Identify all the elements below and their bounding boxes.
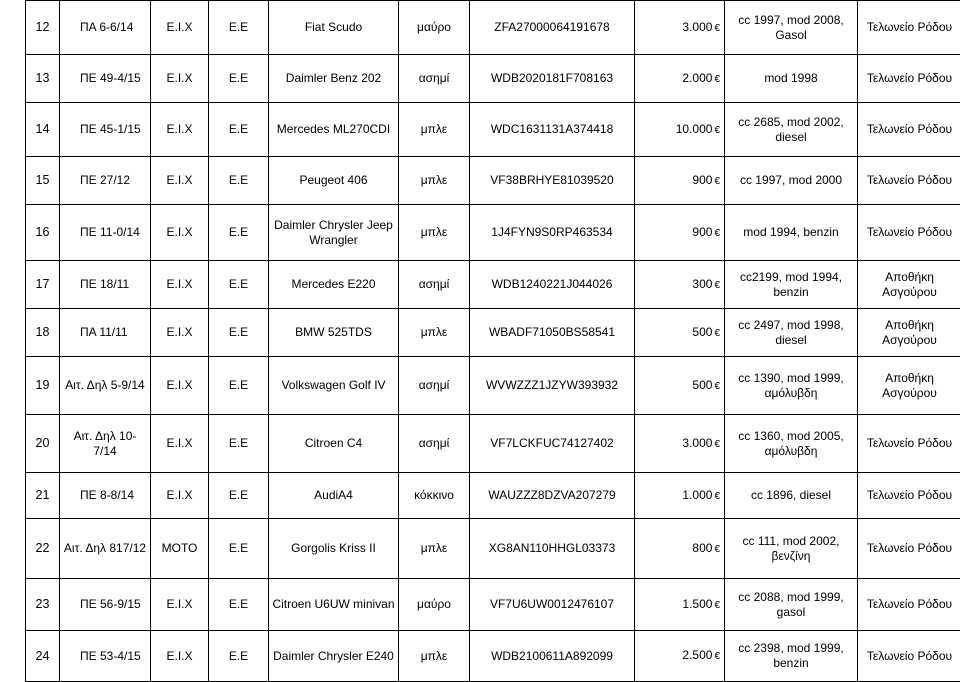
vehicle-status-text: Ε.Ε xyxy=(229,325,248,339)
vehicle-value xyxy=(635,205,725,261)
vehicle-vin xyxy=(470,103,635,157)
row-number-text: 19 xyxy=(36,378,50,392)
vehicle-status-text: Ε.Ε xyxy=(229,378,248,392)
vehicle-vin xyxy=(470,415,635,473)
vehicle-location xyxy=(858,519,960,579)
vehicle-location-text: Τελωνείο Ρόδου xyxy=(867,173,952,187)
vehicle-details xyxy=(725,357,858,415)
table-row xyxy=(26,631,960,682)
vehicle-details-text: mod 1994, benzin xyxy=(743,225,838,239)
vehicle-make xyxy=(269,309,399,357)
vehicle-vin xyxy=(470,1,635,55)
vehicle-vin-text: WDB2020181F708163 xyxy=(491,71,613,85)
vehicle-type-text: Ε.Ι.Χ xyxy=(166,488,192,502)
vehicle-value xyxy=(635,519,725,579)
vehicle-details xyxy=(725,261,858,309)
vehicle-details-text: cc 1896, diesel xyxy=(751,488,831,502)
vehicle-details-text: cc 2497, mod 1998, diesel xyxy=(738,318,843,347)
reference-number-text: ΠΕ 45-1/15 xyxy=(80,122,141,136)
row-number xyxy=(26,55,60,103)
vehicle-location-text: Τελωνείο Ρόδου xyxy=(867,436,952,450)
vehicle-color xyxy=(399,415,470,473)
vehicle-type-text: MOTO xyxy=(162,541,198,555)
reference-number-text: Αιτ. Δηλ 5-9/14 xyxy=(65,378,144,392)
vehicle-type xyxy=(151,55,209,103)
vehicle-type xyxy=(151,357,209,415)
vehicle-location xyxy=(858,261,960,309)
vehicle-value xyxy=(635,1,725,55)
vehicle-make-text: Citroen C4 xyxy=(305,436,362,450)
vehicle-value-text: 2.000 xyxy=(682,71,712,85)
vehicle-color-text: μπλε xyxy=(421,225,448,239)
vehicle-value-text: 900 xyxy=(692,173,712,187)
vehicle-make-text: Mercedes ML270CDI xyxy=(277,122,390,136)
vehicle-value-text: 1.000 xyxy=(682,488,712,502)
vehicle-make-text: BMW 525TDS xyxy=(295,325,372,339)
vehicle-details-text: cc 2685, mod 2002, diesel xyxy=(738,115,843,144)
vehicle-type xyxy=(151,519,209,579)
vehicle-status xyxy=(209,519,269,579)
vehicle-status xyxy=(209,309,269,357)
vehicle-make-text: AudiA4 xyxy=(314,488,353,502)
vehicle-value-text: 10.000 xyxy=(676,122,713,136)
vehicle-color-text: ασημί xyxy=(419,277,450,291)
reference-number xyxy=(60,205,151,261)
vehicle-location-text: Τελωνείο Ρόδου xyxy=(867,20,952,34)
row-number xyxy=(26,631,60,682)
vehicle-details-text: cc 1997, mod 2000 xyxy=(740,173,842,187)
vehicle-color-text: μπλε xyxy=(421,173,448,187)
vehicle-status-text: Ε.Ε xyxy=(229,173,248,187)
vehicle-value-text: 1.500 xyxy=(682,597,712,611)
row-number xyxy=(26,579,60,631)
vehicle-details xyxy=(725,415,858,473)
vehicle-vin-text: ZFA27000064191678 xyxy=(494,20,609,34)
reference-number-text: ΠΑ 11/11 xyxy=(80,325,128,339)
vehicle-status xyxy=(209,579,269,631)
vehicle-details-text: cc 111, mod 2002, βενζίνη xyxy=(743,534,840,563)
vehicle-location-text: Αποθήκη Ασγούρου xyxy=(882,318,937,347)
vehicle-status-text: Ε.Ε xyxy=(229,122,248,136)
table-row xyxy=(26,415,960,473)
vehicle-value xyxy=(635,309,725,357)
vehicle-value-text: 2.500 xyxy=(682,648,712,662)
vehicle-details-text: cc 1390, mod 1999, αμόλυβδη xyxy=(738,371,843,400)
row-number-text: 12 xyxy=(36,20,50,34)
vehicle-location-text: Αποθήκη Ασγούρου xyxy=(882,270,937,299)
vehicle-value xyxy=(635,415,725,473)
vehicle-location xyxy=(858,415,960,473)
vehicle-make-text: Daimler Chrysler Jeep Wrangler xyxy=(274,218,393,247)
vehicle-make xyxy=(269,55,399,103)
reference-number-text: ΠΕ 8-8/14 xyxy=(80,488,134,502)
vehicle-make-text: Mercedes E220 xyxy=(291,277,375,291)
reference-number-text: Αιτ. Δηλ 10-7/14 xyxy=(74,429,137,458)
vehicle-details-text: cc 2398, mod 1999, benzin xyxy=(738,641,843,670)
row-number xyxy=(26,357,60,415)
vehicle-make xyxy=(269,473,399,519)
table-row xyxy=(26,103,960,157)
vehicle-details xyxy=(725,631,858,682)
vehicle-type-text: Ε.Ι.Χ xyxy=(166,277,192,291)
reference-number-text: ΠΕ 27/12 xyxy=(80,173,130,187)
vehicle-value xyxy=(635,103,725,157)
vehicle-status-text: Ε.Ε xyxy=(229,20,248,34)
vehicle-details-text: cc 1997, mod 2008, Gasol xyxy=(738,13,843,42)
vehicle-type-text: Ε.Ι.Χ xyxy=(166,122,192,136)
table-row xyxy=(26,473,960,519)
vehicle-location xyxy=(858,309,960,357)
reference-number-text: ΠΕ 56-9/15 xyxy=(80,597,141,611)
reference-number xyxy=(60,357,151,415)
vehicle-color-text: μπλε xyxy=(421,541,448,555)
euro-sign: € xyxy=(714,489,720,504)
vehicle-type xyxy=(151,157,209,205)
vehicle-type-text: Ε.Ι.Χ xyxy=(166,378,192,392)
table-row xyxy=(26,309,960,357)
vehicle-details-text: mod 1998 xyxy=(764,71,817,85)
reference-number xyxy=(60,103,151,157)
vehicle-make-text: Daimler Benz 202 xyxy=(286,71,381,85)
vehicle-status xyxy=(209,55,269,103)
vehicle-status-text: Ε.Ε xyxy=(229,541,248,555)
vehicle-vin-text: WAUZZZ8DZVA207279 xyxy=(488,488,615,502)
vehicle-vin-text: WBADF71050BS58541 xyxy=(489,325,615,339)
vehicle-color-text: μπλε xyxy=(421,649,448,663)
row-number xyxy=(26,1,60,55)
vehicle-type xyxy=(151,415,209,473)
vehicle-value xyxy=(635,357,725,415)
vehicle-make-text: Gorgolis Kriss II xyxy=(291,541,376,555)
vehicle-make xyxy=(269,519,399,579)
vehicle-type-text: Ε.Ι.Χ xyxy=(166,325,192,339)
reference-number-text: ΠΑ 6-6/14 xyxy=(80,20,133,34)
vehicle-color-text: μαύρο xyxy=(417,597,451,611)
vehicle-color-text: μαύρο xyxy=(417,20,451,34)
row-number-text: 18 xyxy=(36,325,50,339)
reference-number-text: ΠΕ 49-4/15 xyxy=(80,71,141,85)
vehicle-status-text: Ε.Ε xyxy=(229,649,248,663)
vehicle-type-text: Ε.Ι.Χ xyxy=(166,20,192,34)
row-number-text: 23 xyxy=(36,597,50,611)
table-row xyxy=(26,579,960,631)
vehicle-location xyxy=(858,631,960,682)
vehicle-color-text: κόκκινο xyxy=(414,488,454,502)
euro-sign: € xyxy=(714,226,720,241)
table-row xyxy=(26,357,960,415)
vehicle-color-text: ασημί xyxy=(419,378,450,392)
vehicle-location xyxy=(858,1,960,55)
euro-sign: € xyxy=(714,123,720,138)
vehicle-make-text: Daimler Chrysler E240 xyxy=(273,649,394,663)
vehicle-details xyxy=(725,205,858,261)
vehicle-vin xyxy=(470,309,635,357)
row-number xyxy=(26,261,60,309)
vehicle-type xyxy=(151,103,209,157)
vehicle-color-text: μπλε xyxy=(421,122,448,136)
vehicle-vin xyxy=(470,473,635,519)
vehicle-vin xyxy=(470,519,635,579)
vehicle-type-text: Ε.Ι.Χ xyxy=(166,649,192,663)
table-row xyxy=(26,519,960,579)
vehicle-status xyxy=(209,157,269,205)
euro-sign: € xyxy=(714,278,720,293)
reference-number xyxy=(60,519,151,579)
vehicle-type xyxy=(151,205,209,261)
vehicle-location-text: Τελωνείο Ρόδου xyxy=(867,122,952,136)
table-row xyxy=(26,1,960,55)
row-number-text: 14 xyxy=(36,122,50,136)
euro-sign: € xyxy=(714,437,720,452)
euro-sign: € xyxy=(714,598,720,613)
row-number xyxy=(26,519,60,579)
row-number-text: 16 xyxy=(36,225,50,239)
vehicle-type xyxy=(151,309,209,357)
euro-sign: € xyxy=(714,542,720,557)
vehicle-type xyxy=(151,261,209,309)
row-number-text: 22 xyxy=(36,541,50,555)
vehicle-color xyxy=(399,357,470,415)
reference-number-text: ΠΕ 11-0/14 xyxy=(80,225,140,239)
vehicle-vin xyxy=(470,631,635,682)
vehicle-value-text: 900 xyxy=(692,225,712,239)
row-number xyxy=(26,415,60,473)
vehicle-type-text: Ε.Ι.Χ xyxy=(166,71,192,85)
vehicle-vin xyxy=(470,55,635,103)
row-number-text: 15 xyxy=(36,173,50,187)
vehicle-status-text: Ε.Ε xyxy=(229,597,248,611)
vehicle-make xyxy=(269,261,399,309)
euro-sign: € xyxy=(714,21,720,36)
vehicle-type xyxy=(151,473,209,519)
vehicle-status xyxy=(209,261,269,309)
vehicle-vin xyxy=(470,579,635,631)
vehicle-value xyxy=(635,631,725,682)
vehicle-color xyxy=(399,631,470,682)
vehicle-table-body xyxy=(26,1,960,682)
vehicle-status xyxy=(209,205,269,261)
row-number xyxy=(26,473,60,519)
vehicle-value-text: 500 xyxy=(692,378,712,392)
row-number-text: 17 xyxy=(36,277,50,291)
vehicle-status xyxy=(209,357,269,415)
vehicle-status-text: Ε.Ε xyxy=(229,71,248,85)
reference-number xyxy=(60,261,151,309)
vehicle-vin xyxy=(470,157,635,205)
vehicle-color xyxy=(399,261,470,309)
vehicle-color xyxy=(399,1,470,55)
vehicle-location-text: Τελωνείο Ρόδου xyxy=(867,597,952,611)
vehicle-make xyxy=(269,579,399,631)
vehicle-vin xyxy=(470,261,635,309)
vehicle-location-text: Τελωνείο Ρόδου xyxy=(867,541,952,555)
vehicle-value xyxy=(635,473,725,519)
vehicle-details xyxy=(725,1,858,55)
vehicle-status-text: Ε.Ε xyxy=(229,225,248,239)
vehicle-type-text: Ε.Ι.Χ xyxy=(166,173,192,187)
vehicle-value-text: 3.000 xyxy=(682,20,712,34)
row-number-text: 24 xyxy=(36,649,50,663)
vehicle-value xyxy=(635,55,725,103)
vehicle-make-text: Fiat Scudo xyxy=(305,20,362,34)
vehicle-details xyxy=(725,157,858,205)
vehicle-make-text: Peugeot 406 xyxy=(299,173,367,187)
vehicle-value-text: 3.000 xyxy=(682,436,712,450)
row-number xyxy=(26,157,60,205)
euro-sign: € xyxy=(714,379,720,394)
vehicle-make xyxy=(269,1,399,55)
vehicle-make-text: Volkswagen Golf IV xyxy=(281,378,385,392)
vehicle-details-text: cc 1360, mod 2005, αμόλυβδη xyxy=(738,429,843,458)
vehicle-details xyxy=(725,55,858,103)
row-number-text: 21 xyxy=(36,488,50,502)
vehicle-details xyxy=(725,103,858,157)
vehicle-vin-text: WDC1631131A374418 xyxy=(491,122,614,136)
vehicle-location-text: Τελωνείο Ρόδου xyxy=(867,71,952,85)
vehicle-status-text: Ε.Ε xyxy=(229,277,248,291)
vehicle-color xyxy=(399,309,470,357)
vehicle-color xyxy=(399,473,470,519)
vehicle-status-text: Ε.Ε xyxy=(229,488,248,502)
reference-number xyxy=(60,579,151,631)
vehicle-vin-text: WDB1240221J044026 xyxy=(492,277,613,291)
vehicle-value-text: 800 xyxy=(692,541,712,555)
vehicle-type xyxy=(151,1,209,55)
row-number xyxy=(26,309,60,357)
vehicle-type-text: Ε.Ι.Χ xyxy=(166,597,192,611)
vehicle-vin xyxy=(470,357,635,415)
reference-number xyxy=(60,631,151,682)
table-row xyxy=(26,261,960,309)
reference-number xyxy=(60,157,151,205)
vehicle-make xyxy=(269,631,399,682)
vehicle-status xyxy=(209,103,269,157)
reference-number-text: Αιτ. Δηλ 817/12 xyxy=(64,541,146,555)
vehicle-location xyxy=(858,103,960,157)
vehicle-make xyxy=(269,415,399,473)
vehicle-location xyxy=(858,357,960,415)
vehicle-make-text: Citroen U6UW minivan xyxy=(272,597,394,611)
vehicle-type xyxy=(151,579,209,631)
vehicle-location xyxy=(858,473,960,519)
vehicle-value xyxy=(635,579,725,631)
vehicle-value xyxy=(635,261,725,309)
vehicle-details-text: cc2199, mod 1994, benzin xyxy=(740,270,842,299)
vehicle-details xyxy=(725,309,858,357)
vehicle-vin-text: VF7LCKFUC74127402 xyxy=(490,436,613,450)
row-number xyxy=(26,205,60,261)
vehicle-vin-text: WVWZZZ1JZYW393932 xyxy=(486,378,618,392)
vehicle-table xyxy=(25,0,960,682)
table-row xyxy=(26,55,960,103)
vehicle-color xyxy=(399,519,470,579)
table-row xyxy=(26,157,960,205)
vehicle-details-text: cc 2088, mod 1999, gasol xyxy=(738,590,843,619)
vehicle-details xyxy=(725,519,858,579)
euro-sign: € xyxy=(714,326,720,341)
euro-sign: € xyxy=(714,649,720,664)
vehicle-vin-text: 1J4FYN9S0RP463534 xyxy=(491,225,612,239)
vehicle-location-text: Τελωνείο Ρόδου xyxy=(867,649,952,663)
vehicle-value-text: 300 xyxy=(692,277,712,291)
vehicle-status xyxy=(209,1,269,55)
vehicle-vin-text: VF38BRHYE81039520 xyxy=(490,173,613,187)
reference-number-text: ΠΕ 18/11 xyxy=(80,277,129,291)
reference-number xyxy=(60,55,151,103)
vehicle-color xyxy=(399,579,470,631)
vehicle-make xyxy=(269,103,399,157)
vehicle-location xyxy=(858,55,960,103)
vehicle-vin-text: VF7U6UW0012476107 xyxy=(490,597,614,611)
vehicle-color-text: ασημί xyxy=(419,436,450,450)
vehicle-make xyxy=(269,157,399,205)
vehicle-color xyxy=(399,55,470,103)
vehicle-location-text: Αποθήκη Ασγούρου xyxy=(882,371,937,400)
vehicle-type-text: Ε.Ι.Χ xyxy=(166,436,192,450)
vehicle-location xyxy=(858,157,960,205)
vehicle-type-text: Ε.Ι.Χ xyxy=(166,225,192,239)
vehicle-value xyxy=(635,157,725,205)
vehicle-make xyxy=(269,205,399,261)
vehicle-location xyxy=(858,205,960,261)
vehicle-color xyxy=(399,157,470,205)
vehicle-details xyxy=(725,473,858,519)
vehicle-location-text: Τελωνείο Ρόδου xyxy=(867,225,952,239)
vehicle-status-text: Ε.Ε xyxy=(229,436,248,450)
vehicle-vin-text: XG8AN110HHGL03373 xyxy=(489,541,616,555)
reference-number xyxy=(60,415,151,473)
vehicle-color xyxy=(399,205,470,261)
reference-number-text: ΠΕ 53-4/15 xyxy=(80,649,141,663)
reference-number xyxy=(60,1,151,55)
euro-sign: € xyxy=(714,72,720,87)
vehicle-vin-text: WDB2100611A892099 xyxy=(491,649,613,663)
row-number-text: 13 xyxy=(36,71,50,85)
reference-number xyxy=(60,473,151,519)
vehicle-color-text: ασημί xyxy=(419,71,450,85)
vehicle-color xyxy=(399,103,470,157)
euro-sign: € xyxy=(714,174,720,189)
vehicle-status xyxy=(209,473,269,519)
vehicle-vin xyxy=(470,205,635,261)
vehicle-make xyxy=(269,357,399,415)
vehicle-color-text: μπλε xyxy=(421,325,448,339)
vehicle-value-text: 500 xyxy=(692,325,712,339)
vehicle-location xyxy=(858,579,960,631)
vehicle-type xyxy=(151,631,209,682)
vehicle-location-text: Τελωνείο Ρόδου xyxy=(867,488,952,502)
vehicle-status xyxy=(209,631,269,682)
row-number xyxy=(26,103,60,157)
vehicle-status xyxy=(209,415,269,473)
reference-number xyxy=(60,309,151,357)
vehicle-details xyxy=(725,579,858,631)
table-row xyxy=(26,205,960,261)
row-number-text: 20 xyxy=(36,436,50,450)
